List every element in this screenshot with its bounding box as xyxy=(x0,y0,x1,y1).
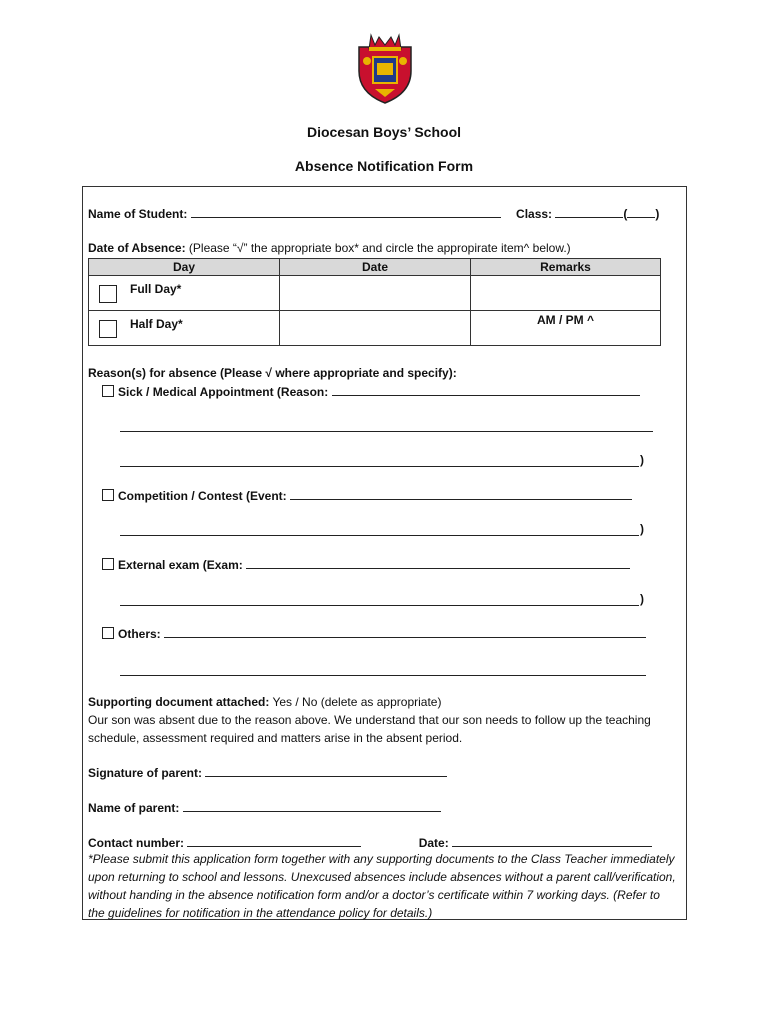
sick-reason-field[interactable] xyxy=(332,384,640,396)
student-name-field[interactable] xyxy=(191,206,501,218)
half-day-label: Half Day* xyxy=(130,317,183,331)
absence-days-table xyxy=(88,258,661,346)
half-day-checkbox[interactable] xyxy=(99,320,117,338)
sick-checkbox[interactable] xyxy=(102,385,114,397)
table-row xyxy=(89,311,661,346)
signature-row xyxy=(88,765,447,780)
others-label: Others: xyxy=(118,627,161,641)
exam-label: External exam (Exam: xyxy=(118,558,243,572)
full-day-label: Full Day* xyxy=(130,282,182,296)
full-day-remarks-cell xyxy=(471,276,661,311)
reason-sick-row xyxy=(102,384,640,399)
full-day-cell xyxy=(89,276,280,311)
date-label: Date: xyxy=(418,836,449,850)
full-day-checkbox[interactable] xyxy=(99,285,117,303)
competition-line-2[interactable] xyxy=(120,535,639,536)
signature-field[interactable] xyxy=(205,765,447,777)
exam-line-2[interactable] xyxy=(120,605,639,606)
date-of-absence-row xyxy=(88,241,571,255)
table-header-day: Day xyxy=(89,259,280,276)
school-crest-icon xyxy=(355,33,415,105)
class-field[interactable] xyxy=(555,206,623,218)
supporting-doc-label: Supporting document attached: xyxy=(88,695,270,709)
competition-label: Competition / Contest (Event: xyxy=(118,489,287,503)
table-header-date: Date xyxy=(280,259,471,276)
table-row xyxy=(89,276,661,311)
contact-row xyxy=(88,835,652,850)
school-name: Diocesan Boys’ School xyxy=(306,124,462,140)
others-line-2[interactable] xyxy=(120,675,646,676)
date-of-absence-label: Date of Absence: xyxy=(88,241,186,255)
contact-field[interactable] xyxy=(187,835,361,847)
exam-close-paren: ) xyxy=(640,592,644,606)
exam-checkbox[interactable] xyxy=(102,558,114,570)
exam-name-field[interactable] xyxy=(246,557,630,569)
student-name-label: Name of Student: xyxy=(88,207,188,221)
signature-label: Signature of parent: xyxy=(88,766,203,780)
class-paren-open: ( xyxy=(623,207,628,221)
table-header-remarks: Remarks xyxy=(471,259,661,276)
sick-reason-line-3[interactable] xyxy=(120,466,639,467)
competition-checkbox[interactable] xyxy=(102,489,114,501)
full-day-date-cell[interactable] xyxy=(280,276,471,311)
half-day-remarks-cell xyxy=(471,311,661,346)
parent-statement: Our son was absent due to the reason above. We understand that our son needs to follow up the teaching schedule, assessment required and matters arise in the absent period. xyxy=(88,713,651,745)
reasons-heading: Reason(s) for absence (Please √ where appropriate and specify): xyxy=(88,366,457,380)
am-pm-option[interactable]: AM / PM ^ xyxy=(536,313,594,327)
parent-name-field[interactable] xyxy=(183,800,441,812)
sick-reason-line-2[interactable] xyxy=(120,431,653,432)
contact-label: Contact number: xyxy=(88,836,184,850)
supporting-doc-row xyxy=(88,695,441,709)
parent-name-label: Name of parent: xyxy=(88,801,180,815)
reason-exam-row xyxy=(102,557,630,572)
supporting-doc-value[interactable]: Yes / No (delete as appropriate) xyxy=(269,695,442,709)
class-label: Class: xyxy=(516,207,553,221)
sick-label: Sick / Medical Appointment (Reason: xyxy=(118,385,329,399)
others-checkbox[interactable] xyxy=(102,627,114,639)
competition-close-paren: ) xyxy=(640,522,644,536)
competition-event-field[interactable] xyxy=(290,488,632,500)
reason-competition-row xyxy=(102,488,632,503)
half-day-date-cell[interactable] xyxy=(280,311,471,346)
half-day-cell xyxy=(89,311,280,346)
reason-others-row xyxy=(102,626,646,641)
date-of-absence-instruction: (Please “√” the appropriate box* and circle the appropirate item^ below.) xyxy=(185,241,571,255)
student-name-row xyxy=(88,206,659,221)
submission-footnote: *Please submit this application form together with any supporting documents to the Class Teacher immediately upon returning to school and lessons. Unexcused absences include absences without a parent call/verification, without handing in the absence notification form and/or a doctor’s certificate within 7 working days. (Refer to the guidelines for notification in the attendance policy for details.) xyxy=(88,852,676,920)
date-field[interactable] xyxy=(452,835,652,847)
sick-close-paren: ) xyxy=(640,453,644,467)
class-number-field[interactable] xyxy=(627,206,655,218)
parent-name-row xyxy=(88,800,441,815)
others-field[interactable] xyxy=(164,626,646,638)
form-title: Absence Notification Form xyxy=(294,158,474,174)
class-paren-close: ) xyxy=(655,207,660,221)
